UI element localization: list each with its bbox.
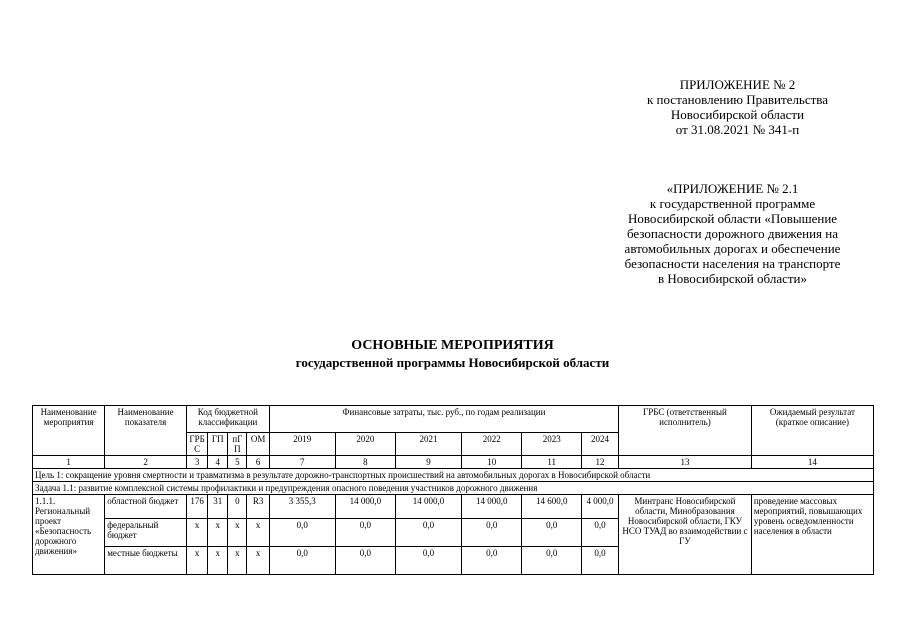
value-cell: 14 000,0 bbox=[461, 495, 522, 519]
code-cell: 31 bbox=[208, 495, 228, 519]
value-cell: 0,0 bbox=[269, 519, 335, 547]
value-cell: 3 355,3 bbox=[269, 495, 335, 519]
column-number: 14 bbox=[751, 456, 873, 469]
event-name-cell: 1.1.1. Региональный проект «Безопасность дорожного движения» bbox=[33, 495, 105, 575]
header-financing: Финансовые затраты, тыс. руб., по годам реализации bbox=[269, 406, 618, 433]
column-number: 6 bbox=[247, 456, 269, 469]
header-budget-code: Код бюджетной классификации bbox=[186, 406, 269, 433]
header-code-pgp: пГП bbox=[228, 433, 247, 456]
table-row bbox=[33, 495, 874, 519]
task-row: Задача 1.1: развитие комплексной системы профилактики и предупреждения опасного поведения участников дорожного движения bbox=[33, 482, 874, 495]
value-cell: 14 000,0 bbox=[335, 495, 396, 519]
code-cell: х bbox=[228, 547, 247, 575]
appendix2-line: «ПРИЛОЖЕНИЕ № 2.1 bbox=[666, 181, 799, 196]
column-number: 5 bbox=[228, 456, 247, 469]
column-number: 3 bbox=[186, 456, 207, 469]
header-grbs: ГРБС (ответственный исполнитель) bbox=[619, 406, 752, 456]
appendix2-line: безопасности населения на транспорте bbox=[624, 256, 841, 271]
column-number: 8 bbox=[335, 456, 396, 469]
events-table bbox=[32, 405, 874, 575]
header-indicator-name: Наименование показателя bbox=[105, 406, 187, 456]
code-cell: х bbox=[186, 519, 207, 547]
appendix2-line: безопасности дорожного движения на bbox=[626, 226, 838, 241]
code-cell: R3 bbox=[247, 495, 269, 519]
value-cell: 0,0 bbox=[581, 547, 618, 575]
appendix1-line: к постановлению Правительства bbox=[646, 92, 829, 107]
value-cell: 0,0 bbox=[269, 547, 335, 575]
column-number: 1 bbox=[33, 456, 105, 469]
column-number: 2 bbox=[105, 456, 187, 469]
code-cell: 0 bbox=[228, 495, 247, 519]
appendix2-line: Новосибирской области «Повышение bbox=[627, 211, 838, 226]
value-cell: 14 600,0 bbox=[522, 495, 581, 519]
appendix2-line: в Новосибирской области» bbox=[657, 271, 808, 286]
appendix1-line: Новосибирской области bbox=[670, 107, 805, 122]
value-cell: 14 000,0 bbox=[396, 495, 462, 519]
column-numbering-row bbox=[33, 456, 874, 469]
column-number: 12 bbox=[581, 456, 618, 469]
executor-cell: Минтранс Новосибирской области, Минобразования Новосибирской области, ГКУ НСО ТУАД во взаимодействии с ГУ bbox=[619, 495, 752, 575]
code-cell: 176 bbox=[186, 495, 207, 519]
header-year: 2022 bbox=[461, 433, 522, 456]
header-event-name: Наименование мероприятия bbox=[33, 406, 105, 456]
column-number: 4 bbox=[208, 456, 228, 469]
value-cell: 0,0 bbox=[522, 547, 581, 575]
result-cell: проведение массовых мероприятий, повышающих уровень осведомленности населения в области bbox=[751, 495, 873, 575]
indicator-cell: областной бюджет bbox=[105, 495, 187, 519]
header-year: 2023 bbox=[522, 433, 581, 456]
header-year: 2024 bbox=[581, 433, 618, 456]
appendix1-line: от 31.08.2021 № 341-п bbox=[675, 122, 800, 137]
column-number: 7 bbox=[269, 456, 335, 469]
appendix2-line: к государственной программе bbox=[649, 196, 816, 211]
value-cell: 0,0 bbox=[335, 519, 396, 547]
header-code-om: ОМ bbox=[247, 433, 269, 456]
document-title: ОСНОВНЫЕ МЕРОПРИЯТИЯ bbox=[351, 338, 554, 353]
column-number: 11 bbox=[522, 456, 581, 469]
header-code-grbs: ГРБС bbox=[186, 433, 207, 456]
appendix1-line: ПРИЛОЖЕНИЕ № 2 bbox=[679, 77, 796, 92]
column-number: 13 bbox=[619, 456, 752, 469]
value-cell: 4 000,0 bbox=[581, 495, 618, 519]
appendix-header-1 bbox=[620, 77, 855, 137]
code-cell: х bbox=[247, 547, 269, 575]
header-year: 2020 bbox=[335, 433, 396, 456]
header-year: 2021 bbox=[396, 433, 462, 456]
value-cell: 0,0 bbox=[396, 547, 462, 575]
indicator-cell: федеральный бюджет bbox=[105, 519, 187, 547]
code-cell: х bbox=[247, 519, 269, 547]
column-number: 9 bbox=[396, 456, 462, 469]
code-cell: х bbox=[228, 519, 247, 547]
document-subtitle: государственной программы Новосибирской области bbox=[295, 355, 610, 370]
value-cell: 0,0 bbox=[396, 519, 462, 547]
appendix2-line: автомобильных дорогах и обеспечение bbox=[624, 241, 841, 256]
column-number: 10 bbox=[461, 456, 522, 469]
goal-row: Цель 1: сокращение уровня смертности и травматизма в результате дорожно-транспортных происшествий на автомобильных дорогах в Новосибирской области bbox=[33, 469, 874, 482]
code-cell: х bbox=[186, 547, 207, 575]
indicator-cell: местные бюджеты bbox=[105, 547, 187, 575]
header-expected-result: Ожидаемый результат (краткое описание) bbox=[751, 406, 873, 456]
header-code-gp: ГП bbox=[208, 433, 228, 456]
code-cell: х bbox=[208, 547, 228, 575]
value-cell: 0,0 bbox=[461, 547, 522, 575]
code-cell: х bbox=[208, 519, 228, 547]
header-year: 2019 bbox=[269, 433, 335, 456]
value-cell: 0,0 bbox=[335, 547, 396, 575]
value-cell: 0,0 bbox=[522, 519, 581, 547]
value-cell: 0,0 bbox=[461, 519, 522, 547]
value-cell: 0,0 bbox=[581, 519, 618, 547]
appendix-header-2 bbox=[590, 181, 875, 286]
